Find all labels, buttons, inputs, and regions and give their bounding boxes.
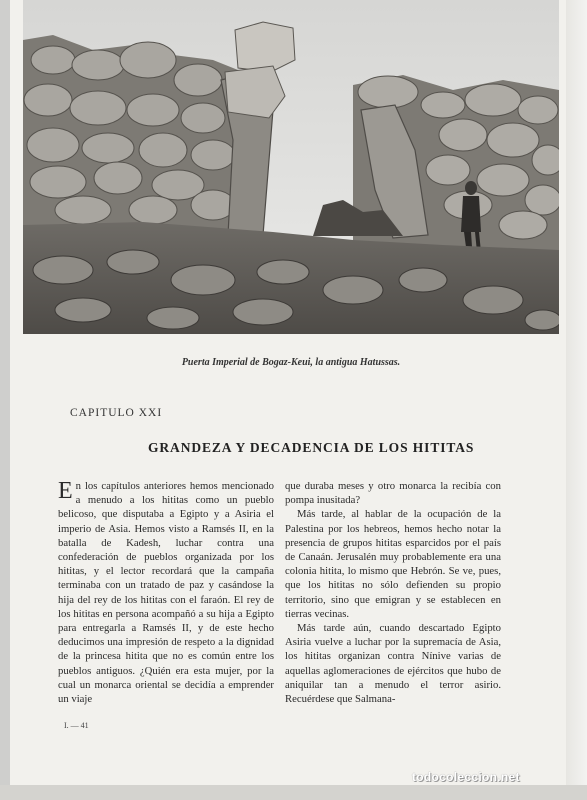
paragraph-text: n los capítulos anteriores hemos mencionado a menudo a los hititas como un pueblo belicoso, que disputaba a Egipto y a Asiria el imperio de Asia. Hemos visto a Ramsés II, en la batalla de Kadesh, luchar contra una confederación de pueblos organizada por los hititas, y el lector recordará que la campaña terminaba con un tratado de paz y casándose la hija del rey de los hititas con el faraón. El rey de los hititas en persona acompañó a su hija a Egipto para entregarla a Ramsés II, y de este hecho deducimos una impresión de respeto a la dignidad de la princesa hitita que no es común entre los pueblos antiguos. ¿Quién era esta mujer, por la cual un monarca oriental se decidía a emprender un viaje — [58, 480, 274, 706]
text-column-right — [285, 479, 501, 706]
text-column-left — [58, 479, 274, 706]
page-folio: I. — 41 — [64, 721, 89, 730]
paragraph — [58, 479, 274, 706]
scan-border — [0, 785, 587, 800]
watermark-logo: todocoleccion.net — [412, 770, 520, 784]
paragraph: que duraba meses y otro monarca la recibía con pompa inusitada? — [285, 480, 501, 507]
chapter-number: CAPITULO XXI — [70, 407, 163, 419]
page-edge — [566, 0, 587, 800]
photo-caption: Puerta Imperial de Bogaz-Keui, la antigua Hatussas. — [181, 357, 401, 368]
gate-photograph — [23, 0, 559, 334]
chapter-title: GRANDEZA Y DECADENCIA DE LOS HITITAS — [148, 440, 475, 455]
drop-cap: E — [58, 478, 73, 504]
paragraph: Más tarde aún, cuando descartado Egipto Asiria vuelve a luchar por la supremacía de Asia, los hititas organizan contra Nínive varias de aquellas aglomeraciones de ejércitos que hubo de aniquilar tan a menudo el terror asirio. Recuérdese que Salmana- — [285, 622, 501, 706]
paragraph: Más tarde, al hablar de la ocupación de la Palestina por los hebreos, hemos hecho notar la presencia de grupos hititas esparcidos por el país de Canaán. Jerusalén muy probablemente era una colonia hitita, lo mismo que Hebrón. Se ve, pues, que los hititas no sólo defienden su propio territorio, sino que emigran y se establecen en tierras vecinas. — [285, 508, 501, 620]
